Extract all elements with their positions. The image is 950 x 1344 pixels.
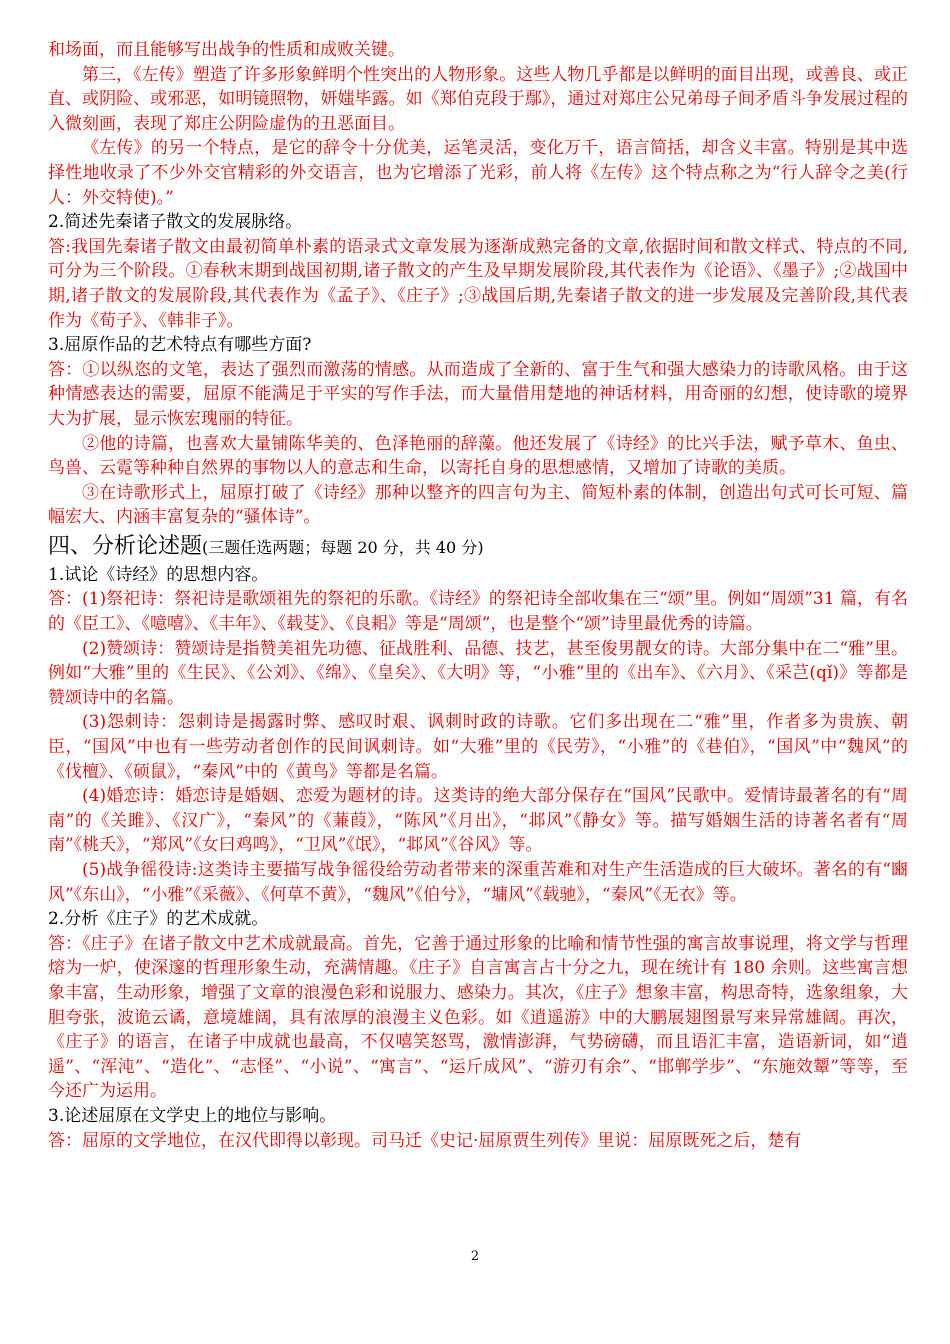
document-page — [48, 38, 908, 1153]
answer-text: (1)祭祀诗：祭祀诗是歌颂祖先的祭祀的乐歌。《诗经》的祭祀诗全部收集在三“颂”里。例如“周颂”31 篇，有名的《臣工》、《噫嘻》、《丰年》、《载芟》、《良耜》等是“周颂”，也是整个“颂”诗里最优秀的诗篇。 — [48, 589, 908, 635]
answer-text: 屈原的文学地位，在汉代即得以彰现。司马迁《史记·屈原贾生列传》里说：屈原既死之后，楚有 — [82, 1130, 802, 1151]
answer-label: 答: — [48, 236, 71, 257]
answer-3-paragraph: ②他的诗篇，也喜欢大量铺陈华美的、色泽艳丽的辞藻。他还发展了《诗经》的比兴手法，赋予草木、鱼虫、鸟兽、云霓等种种自然界的事物以人的意志和生命，以寄托自身的思想感情，又增加了诗歌的美质。 — [48, 433, 908, 479]
section4-answer-1-paragraph: (4)婚恋诗：婚恋诗是婚姻、恋爱为题材的诗。这类诗的绝大部分保存在“国风”民歌中。爱情诗最著名的有“周南”的《关雎》、《汉广》，“秦风”的《蒹葭》，“陈风”《月出》，“邶风”《静女》等。描写婚姻生活的诗著名者有“周南”《桃夭》，“郑风”《女曰鸡鸣》，“卫风”《氓》，“邶风”《谷风》等。 — [48, 786, 908, 856]
answer-text: ①以纵恣的文笔，表达了强烈而激荡的情感。从而造成了全新的、富于生气和强大感染力的诗歌风格。由于这种情感表达的需要，屈原不能满足于平实的写作手法，而大量借用楚地的神话材料，用奇丽的幻想，使诗歌的境界大为扩展，显示恢宏瑰丽的特征。 — [48, 359, 909, 429]
section4-question-2: 2.分析《庄子》的艺术成就。 — [48, 909, 269, 930]
section4-question-1: 1.试论《诗经》的思想内容。 — [48, 564, 269, 585]
intro-paragraph: 《左传》的另一个特点，是它的辞令十分优美，运笔灵活，变化万千，语言简括，却含义丰富。特别是其中选择性地收录了不少外交官精彩的外交语言，也为它增添了光彩，前人将《左传》这个特点称之为“行人辞令之美(行人：外交特使)。” — [48, 138, 908, 208]
answer-label: 答： — [48, 1130, 82, 1151]
section4-answer-1 — [48, 587, 908, 636]
question-2: 2.简述先秦诸子散文的发展脉络。 — [48, 212, 303, 233]
section4-answer-2 — [48, 932, 908, 1104]
section4-answer-3 — [48, 1129, 908, 1154]
section4-answer-1-paragraph: (2)赞颂诗：赞颂诗是指赞美祖先功德、征战胜利、品德、技艺，甚至俊男靓女的诗。大部分集中在二“雅”里。例如“大雅”里的《生民》、《公刘》、《绵》、《皇矣》、《大明》等，“小雅”里的《出车》、《六月》、《采芑(qǐ)》等都是赞颂诗中的名篇。 — [48, 638, 908, 708]
section4-answer-1-paragraph: (5)战争徭役诗:这类诗主要描写战争徭役给劳动者带来的深重苦难和对生产生活造成的巨大破坏。著名的有“豳风”《东山》，“小雅”《采薇》、《何草不黄》，“魏风”《伯兮》，“墉风”《载驰》，“秦风”《无衣》等。 — [48, 860, 908, 905]
question-3: 3.屈原作品的艺术特点有哪些方面? — [48, 335, 312, 356]
page-number: 2 — [470, 1249, 480, 1264]
answer-3 — [48, 358, 908, 432]
intro-paragraph: 第三，《左传》塑造了许多形象鲜明个性突出的人物形象。这些人物几乎都是以鲜明的面目出现，或善良、或正直、或阴险、或邪恶，如明镜照物，妍媸毕露。如《郑伯克段于鄢》，通过对郑庄公兄弟母子间矛盾斗争发展过程的入微刻画，表现了郑庄公阴险虚伪的丑恶面目。 — [48, 64, 908, 134]
answer-text: 我国先秦诸子散文由最初简单朴素的语录式文章发展为逐渐成熟完备的文章,依据时间和散文样式、特点的不同,可分为三个阶段。①春秋末期到战国初期,诸子散文的产生及早期发展阶段,其代表作为《论语》、《墨子》;②战国中期,诸子散文的发展阶段,其代表作为《孟子》、《庄子》;③战国后期,先秦诸子散文的进一步发展及完善阶段,其代表作为《荀子》、《韩非子》。 — [48, 236, 908, 331]
answer-label: 答： — [48, 589, 83, 610]
answer-text: 《庄子》在诸子散文中艺术成就最高。首先，它善于通过形象的比喻和情节性强的寓言故事说理，将文学与哲理熔为一炉，使深邃的哲理形象生动，充满情趣。《庄子》自言寓言占十分之九，现在统计有 180 余则。这些寓言想象丰富，生动形象，增强了文章的浪漫色彩和说服力、感染力。其次，《庄子》想象丰富，构思奇特，选象组象，大胆夸张，波诡云谲，意境雄阔，具有浓厚的浪漫主义色彩。如《逍遥游》中的大鹏展翅图景写来异常雄阔。再次，《庄子》的语言，在诸子中成就也最高，不仅嘻笑怒骂，激情澎湃，气势磅礴，而且语汇丰富，造语新词，如“逍遥”、“浑沌”、“造化”、“志怪”、“小说”、“寓言”、“运斤成风”、“游刃有余”、“邯郸学步”、“东施效颦”等等，至今还广为运用。 — [48, 933, 909, 1102]
answer-2 — [48, 235, 908, 333]
answer-label: 答： — [48, 359, 83, 380]
answer-label: 答： — [48, 933, 83, 954]
section4-question-3: 3.论述屈原在文学史上的地位与影响。 — [48, 1105, 337, 1126]
section-note: (三题任选两题；每题 20 分，共 40 分) — [202, 537, 484, 557]
answer-3-paragraph: ③在诗歌形式上，屈原打破了《诗经》那种以整齐的四言句为主、简短朴素的体制，创造出句式可长可短、篇幅宏大、内涵丰富复杂的“骚体诗”。 — [48, 482, 908, 528]
section4-answer-1-paragraph: (3)怨刺诗：怨刺诗是揭露时弊、感叹时艰、讽刺时政的诗歌。它们多出现在二“雅”里，作者多为贵族、朝臣，“国风”中也有一些劳动者创作的民间讽刺诗。如“大雅”里的《民劳》，“小雅”的《巷伯》，“国风”中“魏风”的《伐檀》、《硕鼠》，“秦风”中的《黄鸟》等都是名篇。 — [48, 712, 908, 782]
section-heading — [48, 532, 908, 563]
intro-section — [48, 38, 908, 210]
intro-paragraph: 和场面，而且能够写出战争的性质和成败关键。 — [48, 40, 405, 60]
section-title: 四、分析论述题 — [48, 533, 203, 559]
